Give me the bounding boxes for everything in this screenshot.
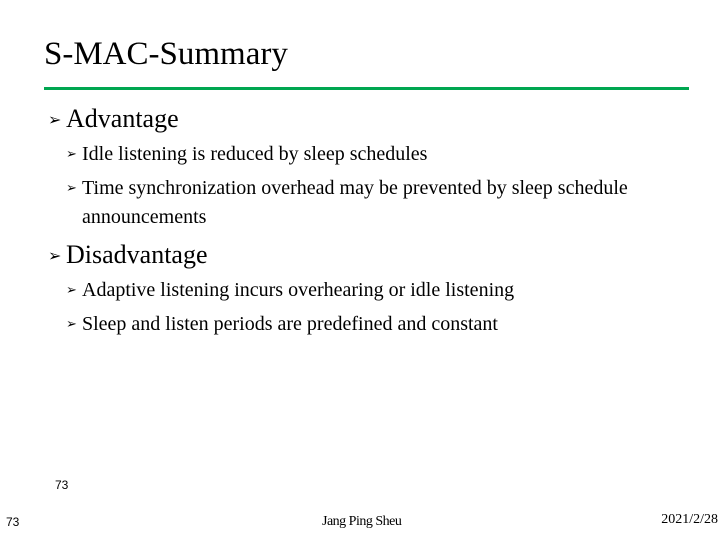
arrow-bullet-icon: ➢ xyxy=(66,317,77,332)
list-item xyxy=(66,276,514,305)
list-item-text: Adaptive listening incurs overhearing or idle listening xyxy=(82,279,515,301)
list-item xyxy=(66,140,427,169)
list-item-text: Time synchronization overhead may be prevented by sleep schedule announcements xyxy=(82,177,628,228)
arrow-bullet-icon: ➢ xyxy=(66,283,77,298)
slide-title: S-MAC-Summary xyxy=(44,36,288,72)
arrow-bullet-icon: ➢ xyxy=(48,110,62,129)
arrow-bullet-icon: ➢ xyxy=(66,181,77,196)
arrow-bullet-icon: ➢ xyxy=(48,246,62,265)
section-advantage xyxy=(48,103,179,136)
arrow-bullet-icon: ➢ xyxy=(66,147,77,162)
page-number-box: 73 xyxy=(55,478,69,492)
list-item-text: Sleep and listen periods are predefined and constant xyxy=(82,313,498,335)
section-heading: Disadvantage xyxy=(66,240,208,269)
footer-author: Jang Ping Sheu xyxy=(322,514,402,529)
page-number-left: 73 xyxy=(6,515,20,529)
section-heading: Advantage xyxy=(66,104,179,133)
list-item xyxy=(66,174,642,232)
title-divider xyxy=(44,87,689,90)
footer-date: 2021/2/28 xyxy=(661,512,718,527)
list-item-text: Idle listening is reduced by sleep schedules xyxy=(82,143,428,165)
section-disadvantage xyxy=(48,239,208,272)
list-item xyxy=(66,310,498,339)
